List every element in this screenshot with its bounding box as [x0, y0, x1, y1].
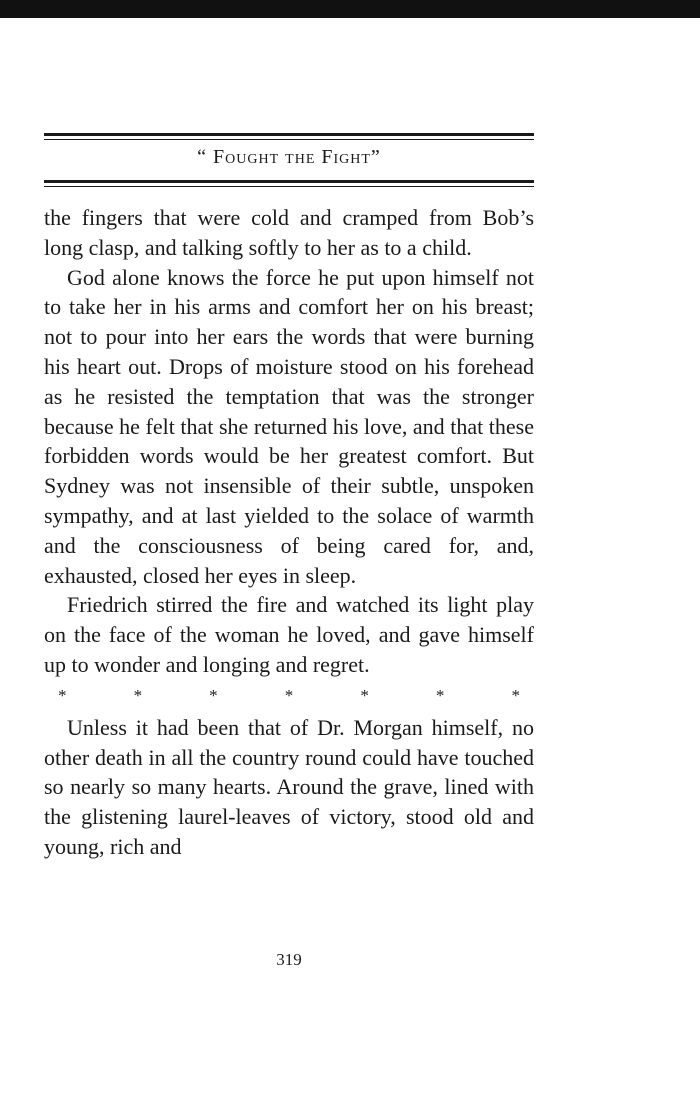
asterisk: *: [435, 685, 445, 705]
paragraph: God alone knows the force he put upon himself not to take her in his arms and comfort her on his breast; not to pour into her ears the words that were burning his heart out. Drops of moisture stood on his forehead as he resisted the temptation that was the stronger because he felt that she returned his love, and that these forbidden words would be her greatest comfort. But Sydney was not insensible of their subtle, unspoken sympathy, and at last yielded to the solace of warmth and the consciousness of being cared for, and, exhausted, closed her eyes in sleep.: [44, 264, 534, 588]
running-head: “ Fought the Fight”: [197, 146, 381, 168]
asterisk: *: [360, 685, 369, 705]
body-text: [44, 203, 534, 862]
asterisk: *: [133, 685, 143, 705]
asterisk: *: [58, 685, 67, 705]
paragraph: Friedrich stirred the fire and watched its light play on the face of the woman he loved, and gave himself up to wonder and longing and regret.: [44, 592, 534, 677]
page-top-edge: [0, 0, 700, 18]
paragraph-continuation: the fingers that were cold and cramped from Bob’s long clasp, and talking softly to her as to a child.: [44, 205, 534, 260]
header-rule-top: [44, 133, 534, 140]
section-break: [44, 680, 534, 713]
asterisk: *: [284, 685, 294, 705]
header-rule-bottom: [44, 180, 534, 187]
page-number: 319: [276, 950, 302, 969]
asterisk: *: [511, 685, 520, 705]
paragraph: Unless it had been that of Dr. Morgan himself, no other death in all the country round could have touched so nearly so many hearts. Around the grave, lined with the glistening laurel-leaves of victory, stood old and young, rich and: [44, 714, 534, 859]
asterisk: *: [209, 685, 218, 705]
